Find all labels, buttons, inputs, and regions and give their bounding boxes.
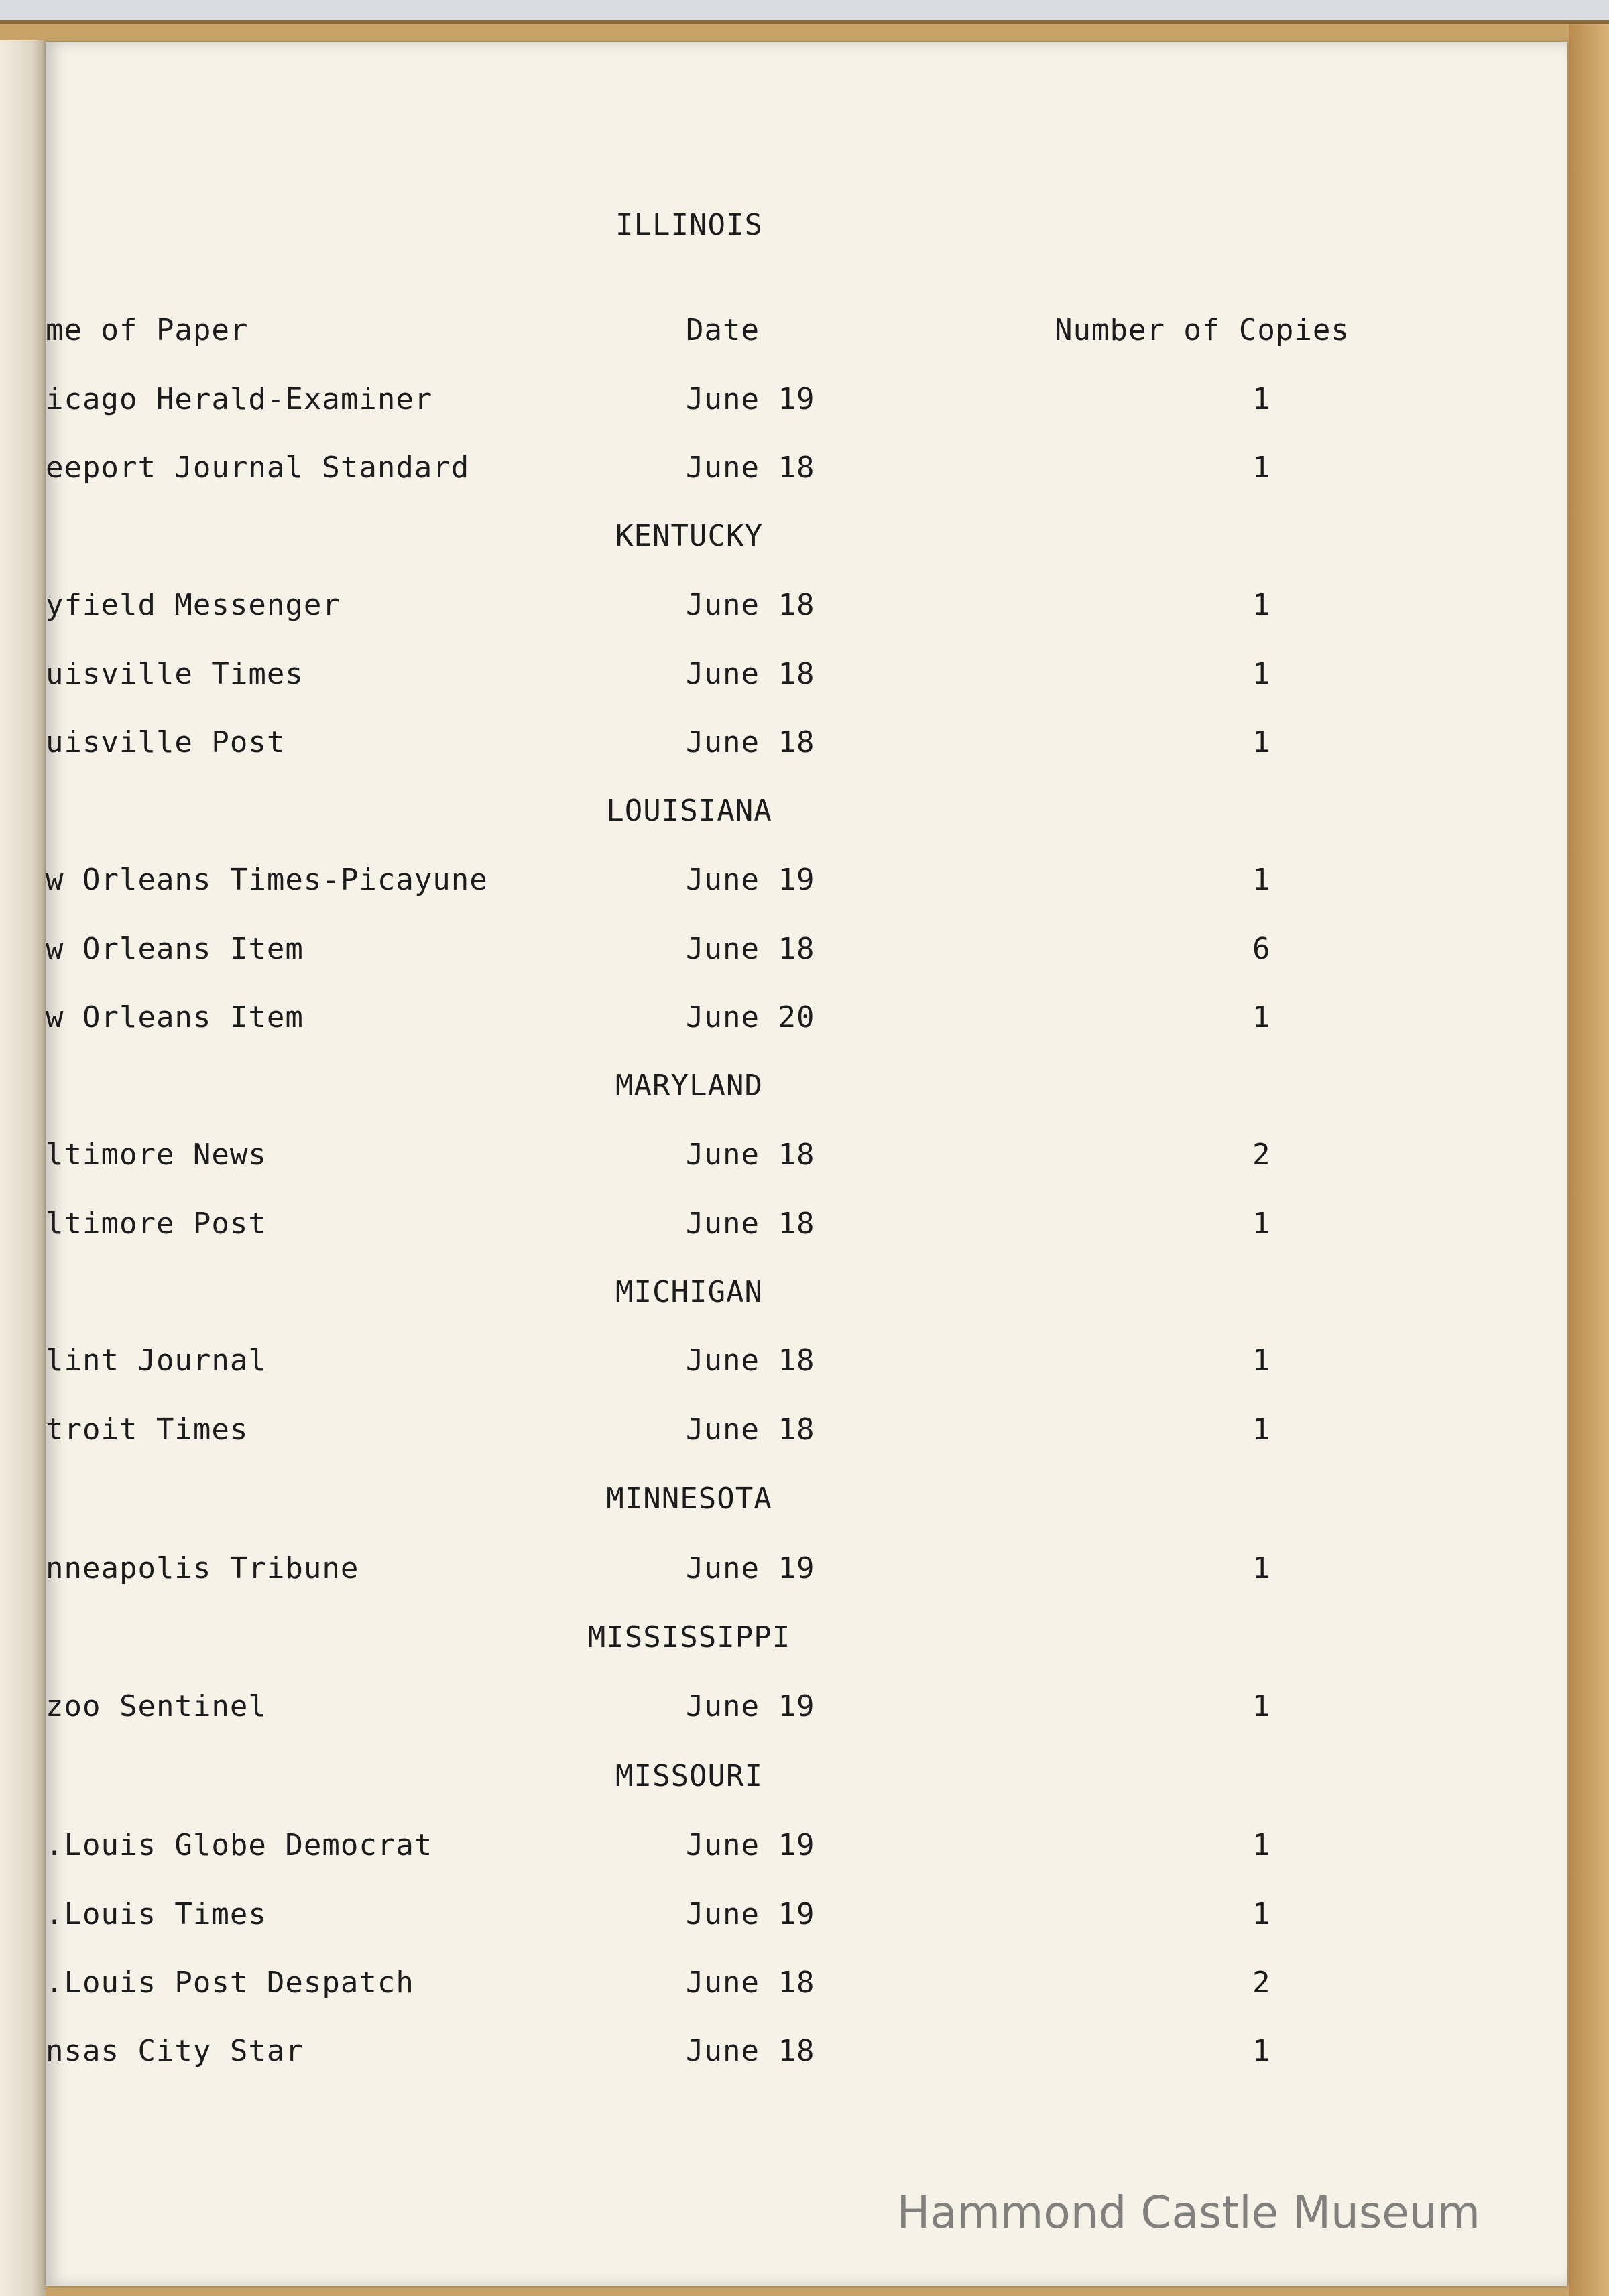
list-item: [46, 1689, 1567, 1730]
column-header-row: [46, 313, 1567, 353]
paper-name: nneapolis Tribune: [46, 1551, 359, 1585]
date-column-header: Date: [686, 313, 760, 347]
state-label: MISSOURI: [615, 1759, 763, 1793]
paper-date: June 18: [686, 2034, 815, 2068]
paper-name: w Orleans Item: [46, 1000, 304, 1034]
list-item: [46, 450, 1567, 491]
paper-date: June 19: [686, 1551, 815, 1585]
list-item: [46, 1343, 1567, 1384]
paper-date: June 18: [686, 725, 815, 760]
paper-name: w Orleans Times-Picayune: [46, 863, 488, 897]
paper-copies: 1: [1252, 2034, 1271, 2068]
paper-date: June 19: [686, 1689, 815, 1724]
paper-name: .Louis Globe Democrat: [46, 1828, 433, 1862]
list-item: [46, 1207, 1567, 1247]
paper-name: uisville Times: [46, 657, 304, 691]
list-item: [46, 382, 1567, 422]
list-item: [46, 725, 1567, 766]
paper-name: eeport Journal Standard: [46, 450, 470, 485]
paper-name: zoo Sentinel: [46, 1689, 267, 1724]
state-heading: [46, 1482, 1567, 1522]
paper-copies: 1: [1252, 450, 1271, 485]
paper-name: ltimore News: [46, 1138, 267, 1172]
paper-name: yfield Messenger: [46, 588, 341, 622]
scanner-top-edge: [0, 0, 1609, 24]
state-heading: [46, 208, 1567, 248]
paper-name: lint Journal: [46, 1343, 267, 1378]
paper-date: June 18: [686, 1966, 815, 2000]
state-label: LOUISIANA: [606, 794, 772, 828]
paper-copies: 6: [1252, 932, 1271, 966]
list-item: [46, 657, 1567, 697]
paper-date: June 18: [686, 1412, 815, 1447]
paper-name: .Louis Times: [46, 1897, 267, 1931]
paper-copies: 1: [1252, 1897, 1271, 1931]
state-label: KENTUCKY: [615, 519, 763, 553]
paper-copies: 2: [1252, 1966, 1271, 2000]
paper-name: nsas City Star: [46, 2034, 304, 2068]
state-heading: [46, 1620, 1567, 1660]
paper-date: June 19: [686, 863, 815, 897]
paper-name: troit Times: [46, 1412, 249, 1447]
list-item: [46, 1000, 1567, 1040]
paper-date: June 18: [686, 932, 815, 966]
list-item: [46, 588, 1567, 628]
state-label: MINNESOTA: [606, 1482, 772, 1516]
list-item: [46, 2034, 1567, 2074]
paper-date: June 19: [686, 1897, 815, 1931]
adjacent-page-edge: [0, 40, 46, 2296]
paper-name: ltimore Post: [46, 1207, 267, 1241]
paper-date: June 19: [686, 382, 815, 416]
paper-date: June 19: [686, 1828, 815, 1862]
paper-copies: 1: [1252, 1207, 1271, 1241]
paper-date: June 20: [686, 1000, 815, 1034]
paper-date: June 18: [686, 450, 815, 485]
paper-date: June 18: [686, 657, 815, 691]
newspaper-list: [46, 42, 1567, 2286]
state-label: MARYLAND: [615, 1069, 763, 1103]
paper-copies: 1: [1252, 1000, 1271, 1034]
list-item: [46, 1828, 1567, 1868]
state-heading: [46, 794, 1567, 834]
state-label: MISSISSIPPI: [587, 1620, 791, 1654]
paper-name: w Orleans Item: [46, 932, 304, 966]
museum-watermark: Hammond Castle Museum: [896, 2187, 1480, 2238]
paper-copies: 1: [1252, 657, 1271, 691]
state-heading: [46, 1069, 1567, 1109]
paper-copies: 2: [1252, 1138, 1271, 1172]
state-label: ILLINOIS: [615, 208, 763, 242]
list-item: [46, 1897, 1567, 1937]
document-page: [46, 42, 1567, 2286]
paper-copies: 1: [1252, 863, 1271, 897]
paper-date: June 18: [686, 1138, 815, 1172]
state-label: MICHIGAN: [615, 1275, 763, 1309]
list-item: [46, 1138, 1567, 1178]
folder-edge: [1569, 24, 1609, 2296]
paper-name: uisville Post: [46, 725, 286, 760]
list-item: [46, 1551, 1567, 1591]
paper-copies: 1: [1252, 725, 1271, 760]
copies-column-header: Number of Copies: [1055, 313, 1350, 347]
paper-copies: 1: [1252, 1828, 1271, 1862]
state-heading: [46, 519, 1567, 559]
list-item: [46, 932, 1567, 972]
paper-name: icago Herald-Examiner: [46, 382, 433, 416]
name-column-header: me of Paper: [46, 313, 249, 347]
paper-copies: 1: [1252, 382, 1271, 416]
paper-date: June 18: [686, 1343, 815, 1378]
paper-copies: 1: [1252, 1689, 1271, 1724]
list-item: [46, 1412, 1567, 1453]
list-item: [46, 863, 1567, 903]
paper-name: .Louis Post Despatch: [46, 1966, 414, 2000]
paper-copies: 1: [1252, 1412, 1271, 1447]
state-heading: [46, 1275, 1567, 1315]
paper-copies: 1: [1252, 588, 1271, 622]
state-heading: [46, 1759, 1567, 1799]
paper-copies: 1: [1252, 1551, 1271, 1585]
paper-copies: 1: [1252, 1343, 1271, 1378]
paper-date: June 18: [686, 1207, 815, 1241]
paper-date: June 18: [686, 588, 815, 622]
list-item: [46, 1966, 1567, 2006]
